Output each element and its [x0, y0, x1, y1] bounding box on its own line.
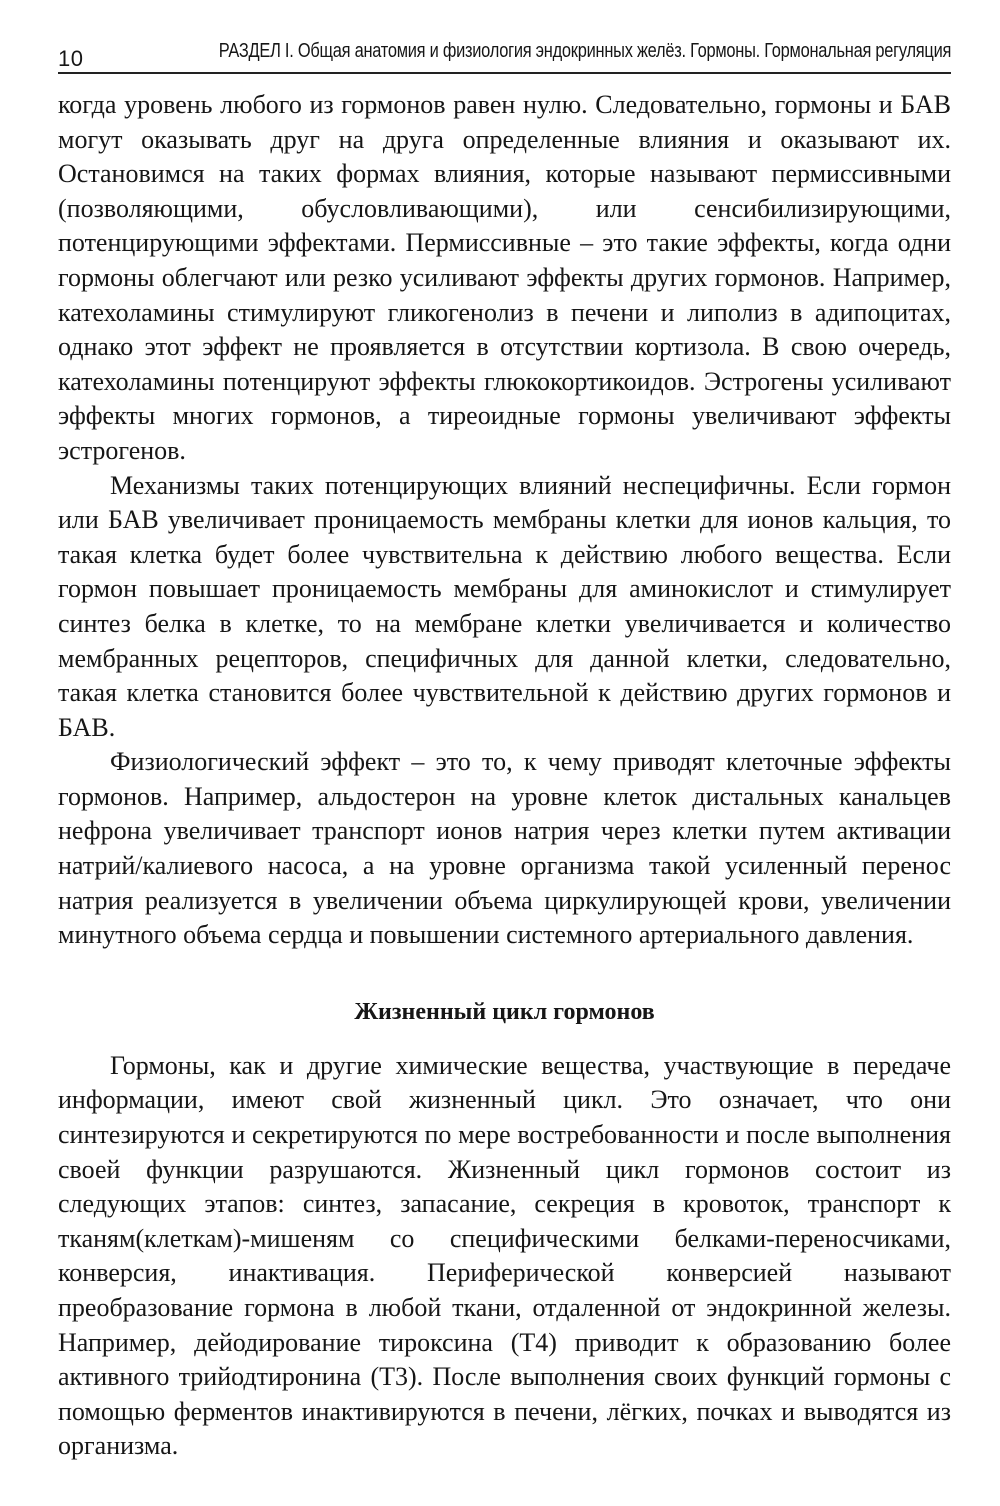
running-header — [58, 38, 951, 74]
header-divider — [58, 72, 951, 74]
paragraph-physiological-effect: Физиологический эффект – это то, к чему приводят клеточные эффекты гормонов. Например, альдостерон на уровне клеток дистальных канальцев нефрона увеличивает транспорт ионов натрия через клетки путем активации натрий/калиевого насоса, а на уровне организма такой усиленный перенос натрия реализуется в увеличении объема циркулирующей крови, увеличении минутного объема сердца и повышении системного артериального давления. — [58, 747, 951, 950]
section-heading: Жизненный цикл гормонов — [354, 998, 655, 1025]
paragraph-life-cycle: Гормоны, как и другие химические вещества, участвующие в передаче информации, имеют свой жизненный цикл. Это означает, что они синтезируются и секретируются по мере востребованности и после выполнения своей функции разрушаются. Жизненный цикл гормонов состоит из следующих этапов: синтез, запасание, секреция в кровоток, транспорт к тканям(клеткам)-мишеням со специфическими белками-переносчиками, конверсия, инактивация. Периферической конверсией называют преобразование гормона в любой ткани, отдаленной от эндокринной железы. Например, дейодирование тироксина (Т4) приводит к образованию более активного трийодтиронина (Т3). После выполнения своих функций гормоны с помощью ферментов инактивируются в печени, лёгких, почках и выводятся из организма. — [58, 1050, 951, 1461]
paragraph-continuation: когда уровень любого из гормонов равен нулю. Следовательно, гормоны и БАВ могут оказывать друг на друга определенные влияния и оказывают их. Остановимся на таких формах влияния, которые называют пермиссивными (позволяющими, обусловливающими), или сенсибилизирующими, потенцирующими эффектами. Пермиссивные – это такие эффекты, когда одни гормоны облегчают или резко усиливают эффекты других гормонов. Например, катехоламины стимулируют гликогенолиз в печени и липолиз в адипоцитах, однако этот эффект не проявляется в отсутствии кортизола. В свою очередь, катехоламины потенцируют эффекты глюкокортикоидов. Эстрогены усиливают эффекты многих гормонов, а тиреоидные гормоны увеличивают эффекты эстрогенов. — [58, 90, 951, 465]
paragraph-mechanisms: Механизмы таких потенцирующих влияний неспецифичны. Если гормон или БАВ увеличивает проницаемость мембраны клетки для ионов кальция, то такая клетка будет более чувствительна к действию любого вещества. Если гормон повышает проницаемость мембраны для аминокислот и стимулирует синтез белка в клетке, то на мембране клетки увеличивается и количество мембранных рецепторов, специфичных для данной клетки, следовательно, такая клетка становится более чувствительной к действию других гормонов и БАВ. — [58, 470, 951, 742]
running-header-title: РАЗДЕЛ I. Общая анатомия и физиология эндокринных желёз. Гормоны. Гормональная регуляция — [218, 40, 951, 62]
body-text — [58, 88, 951, 1464]
page-number: 10 — [58, 46, 84, 71]
